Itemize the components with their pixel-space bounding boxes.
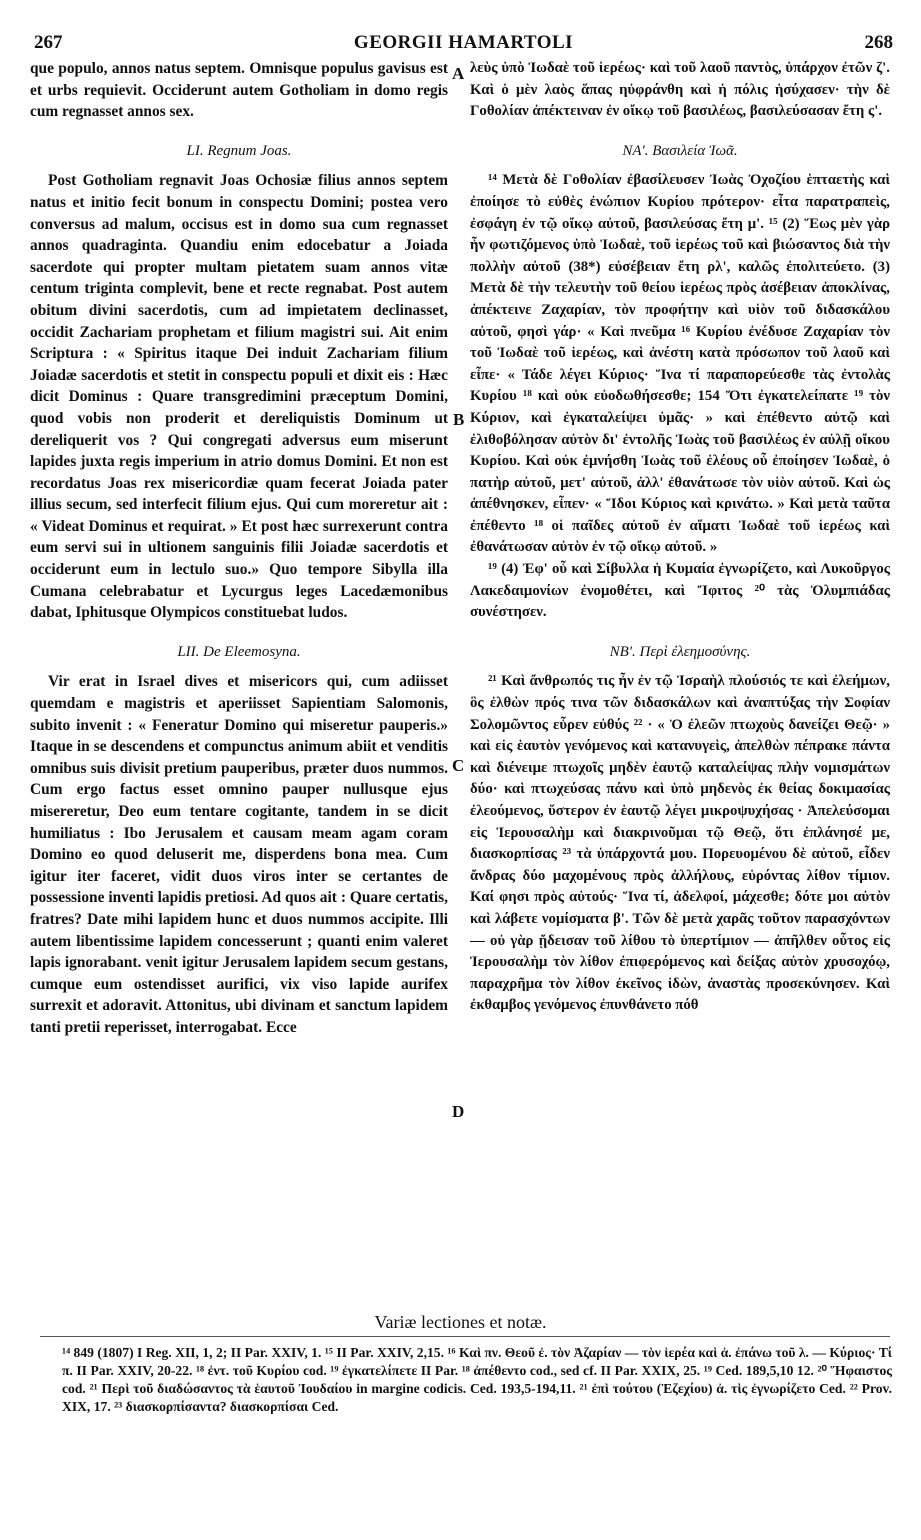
page-number-right: 268 (864, 32, 893, 53)
greek-section-52-title: ΝΒ'. Περὶ ἐλεημοσύνης. (609, 643, 751, 660)
margin-marker-b: B (453, 410, 465, 429)
greek-section-52-text: ²¹ Καὶ ἄνθρωπός τις ἦν ἐν τῷ Ἰσραὴλ πλούσιός τε καὶ ἐλεήμων, ὃς ἐλθὼν πρός τινα τῶν διδασκάλων καὶ ἀναπτύξας τὴν Σοφίαν Σολομῶντος εὗρεν εὐθύς ²² · « Ὁ ἐλεῶν πτωχοὺς δανείζει Θεῷ· » καὶ εἰς ἑαυτὸν γενόμενος καὶ κατανυγεὶς, ἀπελθὼν πέπρακε πάντα καὶ διένειμε πτωχοῖς μηδὲν ἑαυτῷ καταλείψας πλὴν νομισμάτων δύο· καὶ πτωχεύσας πάνυ καὶ ὑπὸ μηδενὸς ἐκ θείας δοκιμασίας ἐλεούμενος, ὕστερον ἐν ἑαυτῷ λέγει μικροψυχήσας · Ἀπελεύσομαι εἰς Ἱερουσαλὴμ καὶ διακρινοῦμαι τῷ Θεῷ, ὅτι ἐπλάνησέ με, διασκορπίσας ²³ τὰ ὑπάρχοντά μου. Πορευομένου δὲ αὐτοῦ, εἶδεν ἄνδρας δύο μαχομένους πρὸς ἀλλήλους, εὑρόντας λίθον τίμιον. Καί φησι πρὸς αὐτούς· Ἵνα τί, ἀδελφοί, μάχεσθε; δότε μοι αὐτὸν καὶ λάβετε νομίσματα β'. Τῶν δὲ μετὰ χαρᾶς τοῦτον παρασχόντων — οὐ γὰρ ᾔδεισαν τοῦ λίθου τὸ ὑπερτίμιον — ἀπῆλθεν οὗτος εἰς Ἱερουσαλὴμ τὸν λίθον ἐπιφερόμενος καὶ δείξας αὐτὸν χρυσοχόῳ, παραχρῆμα τὸν λίθον ἐκεῖνος ἰδὼν, ἀναστὰς προσεκύνησεν. Καὶ ἐκθαμβος γενόμενος ἐπυνθάνετο πόθ (470, 673, 890, 1014)
margin-marker-c: C (452, 756, 465, 775)
notes-block (62, 1344, 892, 1416)
notes-heading: Variæ lectiones et notæ. (374, 1312, 547, 1332)
greek-intro: λεὺς ὑπὸ Ἰωδαὲ τοῦ ἱερέως· καὶ τοῦ λαοῦ παντὸς, ὑπάρχον ἐτῶν ζ'. Καὶ ὁ μὲν λαὸς ἅπας ηὐφράνθη καὶ ἡ πόλις ἡσύχασεν· τὴν δὲ Γοθολίαν ἀπέκτειναν ἐν οἴκῳ τοῦ βασιλέως, βασιλεύσασαν ἔτη ς'. (470, 60, 890, 120)
greek-section-51-title: ΝΑ'. Βασιλεία Ἰωᾶ. (622, 142, 738, 159)
latin-section-52-text: Vir erat in Israel dives et misericors qui, cum adiisset quemdam e magistris et aperiisset Sapientiam Salomonis, subito invenit : « Feneratur Domino qui miseretur pauperis.» Itaque in se descendens et compunctus animum abiit et venditis omnibus suis divisit pretium pauperibus, præter duos nummos. Cum ergo factus esset omnino pauper nullusque ejus misereretur, Deo eum tentare cogitante, tandem in se dicit humiliatus : Ibo Jerusalem et causam meam agam coram Domino eo quod deluserit me, disperdens bona mea. Cum igitur iter faceret, vidit duos viros inter se certantes de possessione inventi lapidis pretiosi. Ad quos ait : Quare certatis, fratres? Date mihi lapidem hunc et duos nummos accipite. Illi autem libentissime lapidem concesserunt ; quanti enim valeret lapis ignorabant. venit igitur Jerusalem lapidem secum gestans, cumque eum ostendisset aurifici, vix viso lapide aurifex surrexit et adoravit. Attonitus, ubi divinam et sanctum lapidem tanti pretii reperisset, interrogabat. Ecce (30, 673, 448, 1036)
latin-section-51-text: Post Gotholiam regnavit Joas Ochosiæ filius annos septem natus et initio fecit bonum in conspectu Domini; postea vero conversus ad malum, occisus est in domo sua cum regnasset annos quadraginta. Quandiu enim edocebatur a Joiada sacerdote qui propter multam pietatem suam annos vitæ centum triginta complevit, bene et recte regnabat. Post autem obitum divini sacerdotis, cum ad impietatem declinasset, occidit Zachariam prophetam et filium magistri sui. Ait enim Scriptura : « Spiritus itaque Dei induit Zachariam filium Joiadæ sacerdotis et stetit in conspectu populi et dixit eis : Hæc dicit Dominus : Quare transgredimini præceptum Domini, quod vobis non proderit et dereliquistis Dominum ut dereliquerit vos ? Qui congregati adversus eum miserunt lapides juxta regis imperium in atrio domus Domini. Et non est recordatus Joas rex misericordiæ quam fecerat Joiada pater illius secum, sed interfecit filium ejus. Qui cum moreretur ait : « Videat Dominus et requirat. » Et post hæc surrexerunt contra eum servi sui in ultionem sanguinis filii Joiadæ sacerdotis et occiderunt eum in lectulo suo.» Quo tempore Sibylla illa Cumana celebrabatur et Lycurgus leges Lacedæmonibus dabat, Iphitusque Olympicos constituebat ludos. (30, 172, 448, 622)
latin-column (30, 58, 448, 1039)
greek-column (470, 58, 890, 1017)
latin-intro: que populo, annos natus septem. Omnisque populus gavisus est et urbs requievit. Occiderunt autem Gotholiam in domo regis cum regnasset annos sex. (30, 60, 448, 121)
latin-section-52-title: LII. De Eleemosyna. (177, 643, 301, 660)
running-header (34, 32, 893, 56)
greek-section-51-text: ¹⁴ Μετὰ δὲ Γοθολίαν ἐβασίλευσεν Ἰωὰς Ὀχοζίου ἑπταετὴς καὶ ἐποίησε τὸ εὐθὲς ἐνώπιον Κυρίου πρότερον· εἶτα παρατραπεὶς, ἐσφάγη ἐν τῷ οἴκῳ αὐτοῦ, βασιλεύσας ἔτη μ'. ¹⁵ (2) Ἕως μὲν γὰρ ἦν φωτιζόμενος ὑπὸ Ἰωδαὲ, τοῦ ἱερέως τοῦ καὶ βιώσαντος διὰ τὴν πολλὴν αὐτοῦ (38*) εὐσέβειαν ἔτη ρλ', καλῶς ἐπολιτεύετο. (3) Μετὰ δὲ τὴν τελευτὴν τοῦ θείου ἱερέως πρὸς ἀσέβειαν ἀποκλίνας, ἀπέκτεινε Ζαχαρίαν, τὸν προφήτην καὶ υἱὸν τοῦ διδασκάλου αὐτοῦ, φησὶ γάρ· « Καὶ πνεῦμα ¹⁶ Κυρίου ἐνέδυσε Ζαχαρίαν τὸν τοῦ Ἰωδαὲ τοῦ ἱερέως, καὶ ἀνέστη κατὰ πρόσωπον τοῦ λαοῦ καὶ εἶπε· « Τάδε λέγει Κύριος· Ἵνα τί παραπορεύεσθε τὰς ἐντολὰς Κυρίου ¹⁸ καὶ οὐκ εὐοδωθήσεσθε; 154 Ὅτι ἐγκατελείπατε ¹⁹ τὸν Κύριον, καὶ ἐγκαταλείψει ὑμᾶς· » καὶ ἐπέθεντο αὐτῷ καὶ ἐλιθοβόλησαν αὐτὸν δι' ἐντολῆς Ἰωὰς τοῦ βασιλέως ἐν αὐλῇ οἴκου Κυρίου. Καὶ οὐκ ἐμνήσθη Ἰωὰς τοῦ ἐλέους οὗ ἐποίησεν Ἰωδαὲ, ὁ πατὴρ αὐτοῦ, μετ' αὐτοῦ, ἀλλ' ἐθανάτωσε τὸν υἱὸν αὐτοῦ. Καὶ ὡς ἀπέθνησκεν, εἶπεν· « Ἴδοι Κύριος καὶ κρινάτω. » Καὶ μετὰ ταῦτα ἐπέθεντο ¹⁸ οἱ παῖδες αὐτοῦ ἐν αἵματι Ἰωδαὲ τοῦ ἱερέως καὶ ἐθανάτωσαν αὐτὸν ἐν τῷ οἴκῳ αὐτοῦ. » (470, 172, 890, 556)
notes-divider (40, 1336, 890, 1337)
running-title: GEORGII HAMARTOLI (353, 32, 574, 53)
greek-section-51-text-2: ¹⁹ (4) Ἐφ' οὗ καὶ Σίβυλλα ἡ Κυμαία ἐγνωρίζετο, καὶ Λυκοῦργος Λακεδαιμονίων ἐνομοθέτει, καὶ Ἴφιτος ²⁰ τὰς Ὀλυμπιάδας συνέστησεν. (470, 561, 890, 621)
latin-section-51-title: LI. Regnum Joas. (186, 142, 292, 159)
margin-marker-d: D (452, 1102, 465, 1121)
notes-text: ¹⁴ 849 (1807) I Reg. XII, 1, 2; II Par. XXIV, 1. ¹⁵ II Par. XXIV, 2,15. ¹⁶ Καὶ πν. Θεοῦ ἐ. τὸν Ἀζαρίαν — τὸν ἱερέα καὶ ἀ. ἐπάνω τοῦ λ. — Κύριος· Τί π. II Par. XXIV, 20-22. ¹⁸ ἐντ. τοῦ Κυρίου cod. ¹⁹ ἐγκατελίπετε II Par. ¹⁸ ἀπέθεντο cod., sed cf. II Par. XXIX, 25. ¹⁹ Ced. 189,5,10 12. ²⁰ Ἥφαιστος cod. ²¹ Περὶ τοῦ διαδώσαντος τὰ ἑαυτοῦ Ἰουδαίου in margine codicis. Ced. 193,5-194,11. ²¹ ἐπὶ τούτου (Ἐζεχίου) ἀ. τὶς ἐγνωρίζετο Ced. ²² Prov. XIX, 17. ²³ διασκορπίσαντα? διασκορπίσαι Ced. (62, 1345, 892, 1414)
margin-marker-a: A (452, 64, 465, 83)
page-number-left: 267 (34, 32, 63, 53)
